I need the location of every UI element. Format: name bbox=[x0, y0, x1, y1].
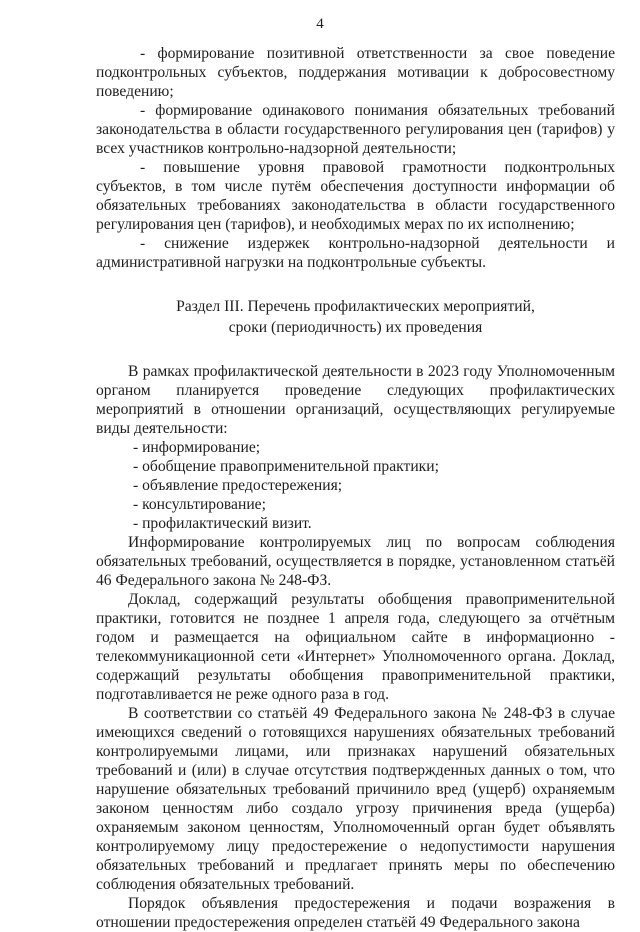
measure-list-item: - информирование; bbox=[133, 439, 261, 456]
paragraph: Информирование контролируемых лиц по вопросам соблюдения обязательных требований, осуществляется в порядке, установленном статьёй 46 Федерального закона № 248-ФЗ. bbox=[96, 534, 615, 589]
measure-list-item: - объявление предостережения; bbox=[133, 477, 343, 494]
measure-list-item: - профилактический визит. bbox=[133, 515, 312, 532]
section-title-line-1: Раздел III. Перечень профилактических мероприятий, bbox=[176, 298, 535, 315]
intro-item: - повышение уровня правовой грамотности подконтрольных субъектов, в том числе путём обеспечения доступности информации об обязательных требованиях законодательства в области государственного регулирования цен (тарифов), и необходимых мерах по их исполнению; bbox=[96, 159, 615, 233]
section-title-line-2: сроки (периодичность) их проведения bbox=[228, 318, 483, 336]
paragraph: Порядок объявления предостережения и подачи возражения в отношении предостережения определен статьёй 49 Федерального закона bbox=[96, 895, 615, 931]
intro-item: - формирование одинакового понимания обязательных требований законодательства в области государственного регулирования цен (тарифов) у всех участников контрольно-надзорной деятельности; bbox=[96, 102, 615, 157]
paragraph: Доклад, содержащий результаты обобщения правоприменительной практики, готовится не позднее 1 апреля года, следующего за отчётным годом и размещается на официальном сайте в информационно - телекоммуникационной сети «Интернет» Уполномоченного органа. Доклад, содержащий результаты обобщения правоприменительной практики, подготавливается не реже одного раза в год. bbox=[96, 591, 615, 703]
section-heading bbox=[96, 297, 615, 338]
page-number: 4 bbox=[316, 16, 324, 32]
intro-item: - снижение издержек контрольно-надзорной деятельности и административной нагрузки на подконтрольные субъекты. bbox=[96, 235, 615, 271]
measure-list-item: - консультирование; bbox=[133, 496, 266, 513]
document-body bbox=[96, 44, 615, 932]
intro-item: - формирование позитивной ответственности за свое поведение подконтрольных субъектов, поддержания мотивации к добросовестному поведению; bbox=[96, 45, 615, 100]
paragraph: В рамках профилактической деятельности в 2023 году Уполномоченным органом планируется проведение следующих профилактических мероприятий в отношении организаций, осуществляющих регулируемые виды деятельности: bbox=[96, 363, 615, 437]
paragraph: В соответствии со статьёй 49 Федерального закона № 248-ФЗ в случае имеющихся сведений о готовящихся нарушениях обязательных требований контролируемыми лицами, или признаках нарушений обязательных требований и (или) в случае отсутствия подтвержденных данных о том, что нарушение обязательных требований причинило вред (ущерб) охраняемым законом ценностям либо создало угрозу причинения вреда (ущерба) охраняемым законом ценностям, Уполномоченный орган будет объявлять контролируемому лицу предостережение о недопустимости нарушения обязательных требований и предлагает принять меры по обеспечению соблюдения обязательных требований. bbox=[96, 705, 615, 893]
measure-list-item: - обобщение правоприменительной практики; bbox=[133, 458, 439, 475]
